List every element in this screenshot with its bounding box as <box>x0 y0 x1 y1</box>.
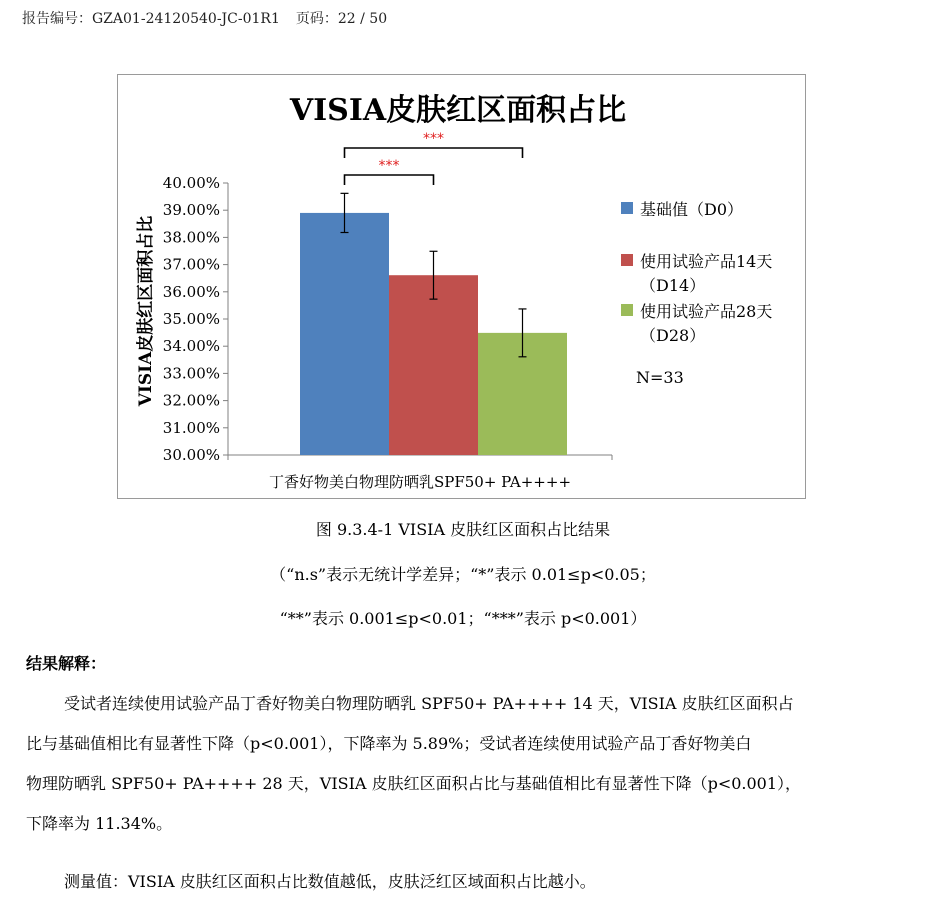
legend-swatch <box>621 254 633 266</box>
y-tick-label: 40.00% <box>162 174 220 192</box>
result-line: 受试者连续使用试验产品丁香好物美白物理防晒乳 SPF50+ PA++++ 14 天，VISIA 皮肤红区面积占 <box>64 694 794 713</box>
bar <box>389 275 478 455</box>
legend-swatch <box>621 304 633 316</box>
legend-label: 使用试验产品28天 <box>640 302 773 321</box>
y-tick-label: 33.00% <box>162 364 220 383</box>
significance-label: *** <box>423 131 444 147</box>
page-number: 页码：22 / 50 <box>295 11 388 27</box>
y-tick-label: 31.00% <box>162 418 220 437</box>
result-line: 比与基础值相比有显著性下降（p<0.001），下降率为 5.89%；受试者连续使用试验产品丁香好物美白 <box>26 734 752 753</box>
significance-bracket <box>345 175 434 185</box>
legend-swatch <box>621 202 633 214</box>
legend-label: 使用试验产品14天 <box>640 252 773 271</box>
report-header <box>22 8 387 28</box>
y-tick-label: 39.00% <box>162 201 220 220</box>
y-axis-title: VISIA皮肤红区面积占比 <box>136 215 156 407</box>
measurement-note <box>26 862 906 902</box>
significance-bracket <box>345 148 523 158</box>
significance-note-1: （“n.s”表示无统计学差异；“*”表示 0.01≤p<0.05； <box>270 565 656 584</box>
legend <box>621 200 772 345</box>
significance-note-2: “**”表示 0.001≤p<0.01；“***”表示 p<0.001） <box>279 609 647 628</box>
significance-label: *** <box>378 158 400 174</box>
bar-chart <box>118 75 807 500</box>
y-tick-label: 37.00% <box>162 255 220 274</box>
x-category-label: 丁香好物美白物理防晒乳SPF50+ PA++++ <box>268 473 572 491</box>
chart-frame <box>117 74 806 499</box>
legend-label: 基础值（D0） <box>640 200 744 219</box>
result-paragraph <box>26 684 906 844</box>
result-line: 下降率为 11.34%。 <box>26 814 173 833</box>
result-line: 物理防晒乳 SPF50+ PA++++ 28 天，VISIA 皮肤红区面积占比与基础值相比有显著性下降（p<0.001）， <box>26 774 802 793</box>
chart-title: VISIA皮肤红区面积占比 <box>289 93 627 128</box>
sample-size-annotation: N=33 <box>636 368 684 387</box>
y-tick-label: 35.00% <box>162 310 220 328</box>
figure-caption: 图 9.3.4-1 VISIA 皮肤红区面积占比结果 <box>315 520 611 539</box>
y-tick-label: 30.00% <box>162 446 220 464</box>
y-tick-label: 32.00% <box>162 391 220 410</box>
measurement-line: 测量值：VISIA 皮肤红区面积占比数值越低，皮肤泛红区域面积占比越小。 <box>64 872 596 891</box>
y-tick-label: 38.00% <box>162 228 220 247</box>
legend-label: （D28） <box>640 326 706 345</box>
y-tick-label: 34.00% <box>162 337 220 356</box>
legend-label: （D14） <box>640 276 706 295</box>
report-number: 报告编号：GZA01-24120540-JC-01R1 <box>22 11 280 27</box>
y-tick-label: 36.00% <box>162 282 220 301</box>
bar <box>300 213 389 455</box>
plot-area <box>163 131 612 491</box>
result-section-title: 结果解释： <box>26 654 107 673</box>
